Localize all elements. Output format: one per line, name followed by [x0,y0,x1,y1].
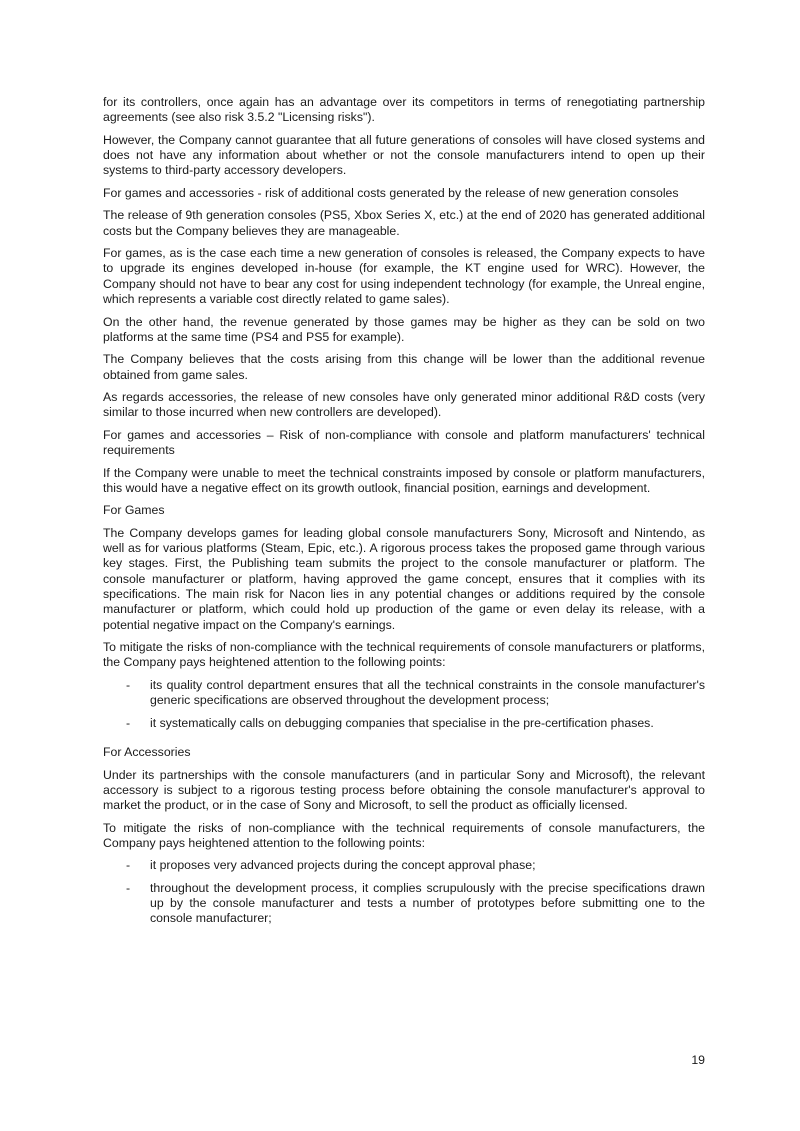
subheading-additional-costs: For games and accessories - risk of additional costs generated by the release of new generation consoles [103,185,679,200]
list-item [103,858,705,873]
subheading-non-compliance: For games and accessories – Risk of non-compliance with console and platform manufacturers' technical requirements [103,427,705,458]
paragraph-costs-lower: The Company believes that the costs arising from this change will be lower than the additional revenue obtained from game sales. [103,352,705,382]
paragraph-engines-upgrade: For games, as is the case each time a new generation of consoles is released, the Company expects to have to upgrade its engines developed in-house (for example, the KT engine used for WRC). However, the Company should not have to bear any cost for using independent technology (for example, the Unreal engine, which represents a variable cost directly related to game sales). [103,246,705,307]
list-item-text: its quality control department ensures that all the technical constraints in the console manufacturer's generic specifications are observed throughout the development process; [150,677,705,708]
bullet-dash: - [126,880,131,895]
document-page [103,95,705,934]
list-item-text: it systematically calls on debugging companies that specialise in the pre-certification phases. [150,715,654,730]
paragraph-9th-generation: The release of 9th generation consoles (PS5, Xbox Series X, etc.) at the end of 2020 has generated additional costs but the Company believes they are manageable. [103,208,705,238]
section-heading-games: For Games [103,503,165,518]
bullet-dash: - [126,715,131,730]
accessories-mitigation-list [103,858,705,926]
section-heading-accessories: For Accessories [103,745,191,760]
page-number: 19 [691,1053,705,1067]
bullet-dash: - [126,677,131,692]
list-item [103,716,705,731]
paragraph-games-process: The Company develops games for leading global console manufacturers Sony, Microsoft and Nintendo, as well as for various platforms (Steam, Epic, etc.). A rigorous process takes the proposed game through various key stages. First, the Publishing team submits the project to the console manufacturer or platform. The console manufacturer or platform, having approved the game concept, ensures that it complies with its specifications. The main risk for Nacon lies in any potential changes or additions required by the console manufacturer or platform, which could hold up production of the game or even delay its release, with a potential negative impact on the Company's earnings. [103,525,705,632]
paragraph-closed-systems: However, the Company cannot guarantee that all future generations of consoles will have closed systems and does not have any information about whether or not the console manufacturers intend to open up their systems to third-party accessory developers. [103,132,705,178]
list-item [103,678,705,709]
list-item-text: throughout the development process, it complies scrupulously with the precise specifications drawn up by the console manufacturer and tests a number of prototypes before submitting one to the console manufacturer; [150,880,705,926]
games-mitigation-list [103,678,705,731]
paragraph-games-mitigation: To mitigate the risks of non-compliance with the technical requirements of console manufacturers or platforms, the Company pays heightened attention to the following points: [103,640,705,670]
paragraph-accessories-testing: Under its partnerships with the console manufacturers (and in particular Sony and Microsoft), the relevant accessory is subject to a rigorous testing process before obtaining the console manufacturer's approval to market the product, or in the case of Sony and Microsoft, to sell the product as officially licensed. [103,767,705,813]
paragraph-accessories-mitigation: To mitigate the risks of non-compliance with the technical requirements of console manufacturers, the Company pays heightened attention to the following points: [103,820,705,850]
bullet-dash: - [126,858,131,873]
paragraph-accessories-rd: As regards accessories, the release of new consoles have only generated minor additional R&D costs (very similar to those incurred when new controllers are developed). [103,390,705,420]
paragraph-controllers-advantage: for its controllers, once again has an advantage over its competitors in terms of renegotiating partnership agreements (see also risk 3.5.2 "Licensing risks"). [103,95,705,125]
list-item [103,881,705,927]
paragraph-technical-constraints: If the Company were unable to meet the technical constraints imposed by console or platform manufacturers, this would have a negative effect on its growth outlook, financial position, earnings and development. [103,465,705,495]
list-item-text: it proposes very advanced projects during the concept approval phase; [150,858,536,873]
paragraph-revenue-two-platforms: On the other hand, the revenue generated by those games may be higher as they can be sold on two platforms at the same time (PS4 and PS5 for example). [103,314,705,344]
